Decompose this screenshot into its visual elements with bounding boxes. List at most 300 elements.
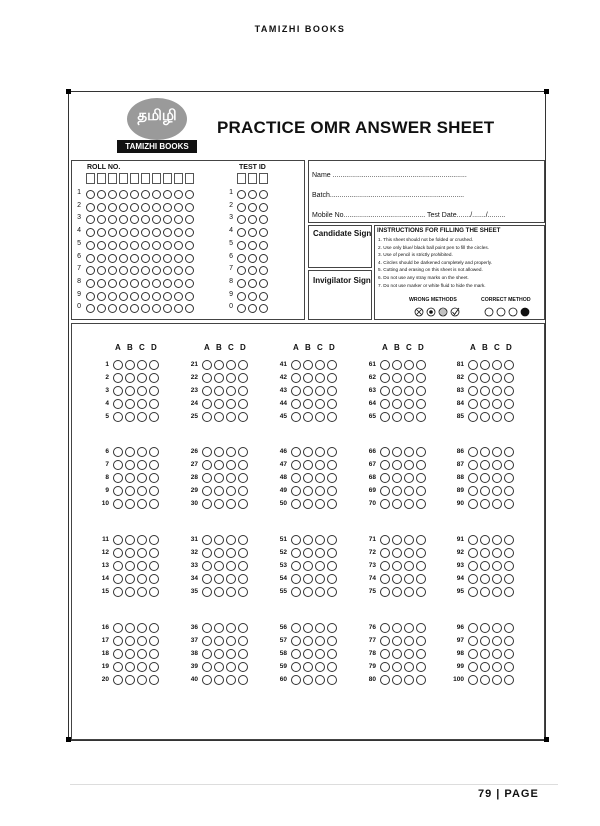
answer-bubble[interactable] xyxy=(149,574,159,584)
answer-bubble[interactable] xyxy=(125,447,135,457)
answer-bubble[interactable] xyxy=(238,386,248,396)
answer-bubble[interactable] xyxy=(137,486,147,496)
answer-bubble[interactable] xyxy=(480,574,490,584)
answer-bubble[interactable] xyxy=(327,386,337,396)
answer-bubble[interactable] xyxy=(468,548,478,558)
answer-bubble[interactable] xyxy=(504,623,514,633)
answer-bubble[interactable] xyxy=(315,649,325,659)
answer-bubble[interactable] xyxy=(492,499,502,509)
answer-bubble[interactable] xyxy=(202,636,212,646)
test-id-bubble[interactable] xyxy=(248,279,257,288)
answer-bubble[interactable] xyxy=(303,386,313,396)
answer-bubble[interactable] xyxy=(149,447,159,457)
answer-bubble[interactable] xyxy=(392,662,402,672)
roll-no-bubble[interactable] xyxy=(119,254,128,263)
answer-bubble[interactable] xyxy=(149,548,159,558)
answer-bubble[interactable] xyxy=(380,447,390,457)
answer-bubble[interactable] xyxy=(226,587,236,597)
roll-no-bubble[interactable] xyxy=(163,203,172,212)
answer-bubble[interactable] xyxy=(327,662,337,672)
answer-bubble[interactable] xyxy=(315,360,325,370)
answer-bubble[interactable] xyxy=(315,460,325,470)
answer-bubble[interactable] xyxy=(404,675,414,685)
answer-bubble[interactable] xyxy=(149,649,159,659)
roll-no-bubble[interactable] xyxy=(130,254,139,263)
answer-bubble[interactable] xyxy=(404,548,414,558)
roll-no-bubble[interactable] xyxy=(185,203,194,212)
answer-bubble[interactable] xyxy=(480,360,490,370)
answer-bubble[interactable] xyxy=(504,574,514,584)
answer-bubble[interactable] xyxy=(137,587,147,597)
answer-bubble[interactable] xyxy=(291,499,301,509)
answer-bubble[interactable] xyxy=(238,373,248,383)
answer-bubble[interactable] xyxy=(214,623,224,633)
answer-bubble[interactable] xyxy=(327,675,337,685)
answer-bubble[interactable] xyxy=(327,548,337,558)
roll-no-bubble[interactable] xyxy=(108,254,117,263)
answer-bubble[interactable] xyxy=(392,649,402,659)
answer-bubble[interactable] xyxy=(137,386,147,396)
answer-bubble[interactable] xyxy=(238,499,248,509)
answer-bubble[interactable] xyxy=(504,460,514,470)
answer-bubble[interactable] xyxy=(214,473,224,483)
answer-bubble[interactable] xyxy=(380,548,390,558)
answer-bubble[interactable] xyxy=(149,675,159,685)
answer-bubble[interactable] xyxy=(392,535,402,545)
answer-bubble[interactable] xyxy=(238,561,248,571)
answer-bubble[interactable] xyxy=(492,587,502,597)
test-id-bubble[interactable] xyxy=(259,292,268,301)
roll-no-bubble[interactable] xyxy=(119,241,128,250)
answer-bubble[interactable] xyxy=(137,636,147,646)
answer-bubble[interactable] xyxy=(480,447,490,457)
answer-bubble[interactable] xyxy=(416,486,426,496)
roll-no-bubble[interactable] xyxy=(174,279,183,288)
answer-bubble[interactable] xyxy=(137,447,147,457)
test-id-bubble[interactable] xyxy=(248,190,257,199)
answer-bubble[interactable] xyxy=(125,561,135,571)
answer-bubble[interactable] xyxy=(214,649,224,659)
answer-bubble[interactable] xyxy=(480,386,490,396)
roll-no-bubble[interactable] xyxy=(174,203,183,212)
test-id-bubble[interactable] xyxy=(237,203,246,212)
answer-bubble[interactable] xyxy=(202,386,212,396)
answer-bubble[interactable] xyxy=(125,473,135,483)
answer-bubble[interactable] xyxy=(380,587,390,597)
answer-bubble[interactable] xyxy=(315,535,325,545)
answer-bubble[interactable] xyxy=(303,574,313,584)
answer-bubble[interactable] xyxy=(380,574,390,584)
answer-bubble[interactable] xyxy=(291,486,301,496)
answer-bubble[interactable] xyxy=(238,360,248,370)
answer-bubble[interactable] xyxy=(504,636,514,646)
answer-bubble[interactable] xyxy=(238,574,248,584)
answer-bubble[interactable] xyxy=(202,535,212,545)
answer-bubble[interactable] xyxy=(137,460,147,470)
answer-bubble[interactable] xyxy=(404,373,414,383)
answer-bubble[interactable] xyxy=(504,649,514,659)
answer-bubble[interactable] xyxy=(238,473,248,483)
answer-bubble[interactable] xyxy=(504,675,514,685)
answer-bubble[interactable] xyxy=(504,587,514,597)
answer-bubble[interactable] xyxy=(492,460,502,470)
answer-bubble[interactable] xyxy=(137,623,147,633)
answer-bubble[interactable] xyxy=(392,574,402,584)
answer-bubble[interactable] xyxy=(125,399,135,409)
answer-bubble[interactable] xyxy=(238,460,248,470)
answer-bubble[interactable] xyxy=(504,360,514,370)
answer-bubble[interactable] xyxy=(149,412,159,422)
roll-no-bubble[interactable] xyxy=(119,190,128,199)
answer-bubble[interactable] xyxy=(327,587,337,597)
answer-bubble[interactable] xyxy=(392,360,402,370)
answer-bubble[interactable] xyxy=(113,662,123,672)
answer-bubble[interactable] xyxy=(113,399,123,409)
answer-bubble[interactable] xyxy=(137,373,147,383)
answer-bubble[interactable] xyxy=(392,587,402,597)
answer-bubble[interactable] xyxy=(291,561,301,571)
test-id-bubble[interactable] xyxy=(259,254,268,263)
answer-bubble[interactable] xyxy=(327,623,337,633)
answer-bubble[interactable] xyxy=(125,623,135,633)
answer-bubble[interactable] xyxy=(480,373,490,383)
answer-bubble[interactable] xyxy=(149,561,159,571)
answer-bubble[interactable] xyxy=(315,499,325,509)
answer-bubble[interactable] xyxy=(125,373,135,383)
roll-no-bubble[interactable] xyxy=(108,203,117,212)
answer-bubble[interactable] xyxy=(327,649,337,659)
answer-bubble[interactable] xyxy=(468,386,478,396)
answer-bubble[interactable] xyxy=(468,623,478,633)
roll-no-entry-box[interactable] xyxy=(141,173,150,184)
answer-bubble[interactable] xyxy=(504,473,514,483)
answer-bubble[interactable] xyxy=(303,499,313,509)
answer-bubble[interactable] xyxy=(137,675,147,685)
answer-bubble[interactable] xyxy=(327,473,337,483)
test-id-bubble[interactable] xyxy=(259,241,268,250)
answer-bubble[interactable] xyxy=(149,587,159,597)
answer-bubble[interactable] xyxy=(480,535,490,545)
answer-bubble[interactable] xyxy=(303,587,313,597)
answer-bubble[interactable] xyxy=(315,473,325,483)
answer-bubble[interactable] xyxy=(468,649,478,659)
answer-bubble[interactable] xyxy=(137,662,147,672)
answer-bubble[interactable] xyxy=(125,460,135,470)
answer-bubble[interactable] xyxy=(226,399,236,409)
answer-bubble[interactable] xyxy=(137,499,147,509)
answer-bubble[interactable] xyxy=(380,473,390,483)
answer-bubble[interactable] xyxy=(315,399,325,409)
roll-no-bubble[interactable] xyxy=(130,203,139,212)
answer-bubble[interactable] xyxy=(492,649,502,659)
test-id-bubble[interactable] xyxy=(259,203,268,212)
test-id-entry-box[interactable] xyxy=(237,173,246,184)
answer-bubble[interactable] xyxy=(149,636,159,646)
answer-bubble[interactable] xyxy=(113,535,123,545)
answer-bubble[interactable] xyxy=(327,636,337,646)
answer-bubble[interactable] xyxy=(480,460,490,470)
roll-no-bubble[interactable] xyxy=(86,254,95,263)
answer-bubble[interactable] xyxy=(492,399,502,409)
answer-bubble[interactable] xyxy=(113,649,123,659)
answer-bubble[interactable] xyxy=(202,649,212,659)
answer-bubble[interactable] xyxy=(214,399,224,409)
answer-bubble[interactable] xyxy=(226,561,236,571)
answer-bubble[interactable] xyxy=(416,499,426,509)
answer-bubble[interactable] xyxy=(480,412,490,422)
answer-bubble[interactable] xyxy=(392,473,402,483)
answer-bubble[interactable] xyxy=(392,373,402,383)
answer-bubble[interactable] xyxy=(380,412,390,422)
roll-no-bubble[interactable] xyxy=(141,254,150,263)
answer-bubble[interactable] xyxy=(226,460,236,470)
roll-no-bubble[interactable] xyxy=(108,279,117,288)
test-id-bubble[interactable] xyxy=(237,241,246,250)
answer-bubble[interactable] xyxy=(327,399,337,409)
answer-bubble[interactable] xyxy=(125,360,135,370)
roll-no-bubble[interactable] xyxy=(152,292,161,301)
answer-bubble[interactable] xyxy=(202,360,212,370)
roll-no-entry-box[interactable] xyxy=(130,173,139,184)
answer-bubble[interactable] xyxy=(315,636,325,646)
answer-bubble[interactable] xyxy=(480,623,490,633)
answer-bubble[interactable] xyxy=(315,675,325,685)
answer-bubble[interactable] xyxy=(315,587,325,597)
answer-bubble[interactable] xyxy=(303,399,313,409)
name-field[interactable]: Name ..................................................................... xyxy=(312,172,467,179)
answer-bubble[interactable] xyxy=(380,499,390,509)
answer-bubble[interactable] xyxy=(291,649,301,659)
answer-bubble[interactable] xyxy=(480,587,490,597)
answer-bubble[interactable] xyxy=(492,548,502,558)
answer-bubble[interactable] xyxy=(226,499,236,509)
answer-bubble[interactable] xyxy=(291,447,301,457)
roll-no-bubble[interactable] xyxy=(163,279,172,288)
answer-bubble[interactable] xyxy=(404,561,414,571)
roll-no-bubble[interactable] xyxy=(185,241,194,250)
answer-bubble[interactable] xyxy=(380,373,390,383)
answer-bubble[interactable] xyxy=(327,412,337,422)
answer-bubble[interactable] xyxy=(468,360,478,370)
roll-no-entry-box[interactable] xyxy=(174,173,183,184)
answer-bubble[interactable] xyxy=(303,473,313,483)
answer-bubble[interactable] xyxy=(149,386,159,396)
answer-bubble[interactable] xyxy=(214,535,224,545)
answer-bubble[interactable] xyxy=(238,548,248,558)
answer-bubble[interactable] xyxy=(303,486,313,496)
answer-bubble[interactable] xyxy=(492,473,502,483)
answer-bubble[interactable] xyxy=(416,386,426,396)
answer-bubble[interactable] xyxy=(291,535,301,545)
answer-bubble[interactable] xyxy=(226,675,236,685)
answer-bubble[interactable] xyxy=(291,636,301,646)
answer-bubble[interactable] xyxy=(416,460,426,470)
answer-bubble[interactable] xyxy=(214,486,224,496)
answer-bubble[interactable] xyxy=(125,574,135,584)
answer-bubble[interactable] xyxy=(480,486,490,496)
answer-bubble[interactable] xyxy=(291,412,301,422)
answer-bubble[interactable] xyxy=(291,662,301,672)
test-id-bubble[interactable] xyxy=(248,292,257,301)
answer-bubble[interactable] xyxy=(404,399,414,409)
answer-bubble[interactable] xyxy=(392,399,402,409)
answer-bubble[interactable] xyxy=(392,636,402,646)
roll-no-bubble[interactable] xyxy=(119,203,128,212)
answer-bubble[interactable] xyxy=(125,412,135,422)
answer-bubble[interactable] xyxy=(125,662,135,672)
test-id-bubble[interactable] xyxy=(237,190,246,199)
answer-bubble[interactable] xyxy=(468,486,478,496)
answer-bubble[interactable] xyxy=(303,373,313,383)
mobile-field[interactable]: Mobile No.......................................... Test Date......./......./......... xyxy=(312,212,506,219)
answer-bubble[interactable] xyxy=(416,412,426,422)
roll-no-bubble[interactable] xyxy=(152,190,161,199)
answer-bubble[interactable] xyxy=(392,447,402,457)
answer-bubble[interactable] xyxy=(380,636,390,646)
answer-bubble[interactable] xyxy=(113,636,123,646)
answer-bubble[interactable] xyxy=(238,623,248,633)
answer-bubble[interactable] xyxy=(113,548,123,558)
answer-bubble[interactable] xyxy=(214,373,224,383)
roll-no-bubble[interactable] xyxy=(130,292,139,301)
answer-bubble[interactable] xyxy=(291,473,301,483)
answer-bubble[interactable] xyxy=(392,623,402,633)
answer-bubble[interactable] xyxy=(468,662,478,672)
test-id-bubble[interactable] xyxy=(248,254,257,263)
roll-no-entry-box[interactable] xyxy=(163,173,172,184)
answer-bubble[interactable] xyxy=(492,412,502,422)
answer-bubble[interactable] xyxy=(214,636,224,646)
answer-bubble[interactable] xyxy=(202,447,212,457)
answer-bubble[interactable] xyxy=(416,662,426,672)
answer-bubble[interactable] xyxy=(468,574,478,584)
answer-bubble[interactable] xyxy=(315,662,325,672)
answer-bubble[interactable] xyxy=(404,587,414,597)
answer-bubble[interactable] xyxy=(303,675,313,685)
answer-bubble[interactable] xyxy=(226,649,236,659)
roll-no-entry-box[interactable] xyxy=(86,173,95,184)
answer-bubble[interactable] xyxy=(113,623,123,633)
roll-no-bubble[interactable] xyxy=(174,190,183,199)
answer-bubble[interactable] xyxy=(380,486,390,496)
answer-bubble[interactable] xyxy=(202,574,212,584)
answer-bubble[interactable] xyxy=(303,662,313,672)
answer-bubble[interactable] xyxy=(226,662,236,672)
answer-bubble[interactable] xyxy=(480,662,490,672)
answer-bubble[interactable] xyxy=(202,412,212,422)
answer-bubble[interactable] xyxy=(226,486,236,496)
answer-bubble[interactable] xyxy=(113,587,123,597)
answer-bubble[interactable] xyxy=(202,499,212,509)
answer-bubble[interactable] xyxy=(504,499,514,509)
answer-bubble[interactable] xyxy=(416,675,426,685)
answer-bubble[interactable] xyxy=(380,649,390,659)
answer-bubble[interactable] xyxy=(125,636,135,646)
answer-bubble[interactable] xyxy=(125,587,135,597)
answer-bubble[interactable] xyxy=(404,623,414,633)
answer-bubble[interactable] xyxy=(404,460,414,470)
answer-bubble[interactable] xyxy=(492,561,502,571)
roll-no-bubble[interactable] xyxy=(86,292,95,301)
roll-no-bubble[interactable] xyxy=(163,292,172,301)
answer-bubble[interactable] xyxy=(202,662,212,672)
answer-bubble[interactable] xyxy=(468,412,478,422)
answer-bubble[interactable] xyxy=(291,548,301,558)
answer-bubble[interactable] xyxy=(492,447,502,457)
roll-no-bubble[interactable] xyxy=(163,190,172,199)
answer-bubble[interactable] xyxy=(480,548,490,558)
answer-bubble[interactable] xyxy=(380,360,390,370)
answer-bubble[interactable] xyxy=(113,499,123,509)
answer-bubble[interactable] xyxy=(480,499,490,509)
roll-no-bubble[interactable] xyxy=(130,279,139,288)
answer-bubble[interactable] xyxy=(226,473,236,483)
roll-no-bubble[interactable] xyxy=(152,254,161,263)
answer-bubble[interactable] xyxy=(380,399,390,409)
answer-bubble[interactable] xyxy=(468,587,478,597)
answer-bubble[interactable] xyxy=(291,373,301,383)
answer-bubble[interactable] xyxy=(380,662,390,672)
answer-bubble[interactable] xyxy=(137,473,147,483)
answer-bubble[interactable] xyxy=(404,636,414,646)
answer-bubble[interactable] xyxy=(226,447,236,457)
answer-bubble[interactable] xyxy=(404,486,414,496)
answer-bubble[interactable] xyxy=(303,548,313,558)
answer-bubble[interactable] xyxy=(327,574,337,584)
answer-bubble[interactable] xyxy=(214,412,224,422)
test-id-bubble[interactable] xyxy=(259,279,268,288)
answer-bubble[interactable] xyxy=(492,386,502,396)
roll-no-bubble[interactable] xyxy=(119,292,128,301)
roll-no-bubble[interactable] xyxy=(97,279,106,288)
answer-bubble[interactable] xyxy=(327,561,337,571)
roll-no-bubble[interactable] xyxy=(141,203,150,212)
answer-bubble[interactable] xyxy=(125,499,135,509)
answer-bubble[interactable] xyxy=(303,636,313,646)
roll-no-entry-box[interactable] xyxy=(185,173,194,184)
answer-bubble[interactable] xyxy=(291,574,301,584)
roll-no-bubble[interactable] xyxy=(152,241,161,250)
roll-no-bubble[interactable] xyxy=(141,292,150,301)
answer-bubble[interactable] xyxy=(404,649,414,659)
answer-bubble[interactable] xyxy=(125,548,135,558)
answer-bubble[interactable] xyxy=(214,386,224,396)
answer-bubble[interactable] xyxy=(416,473,426,483)
answer-bubble[interactable] xyxy=(214,561,224,571)
answer-bubble[interactable] xyxy=(315,412,325,422)
answer-bubble[interactable] xyxy=(226,623,236,633)
answer-bubble[interactable] xyxy=(327,486,337,496)
answer-bubble[interactable] xyxy=(327,373,337,383)
answer-bubble[interactable] xyxy=(238,649,248,659)
roll-no-entry-box[interactable] xyxy=(97,173,106,184)
roll-no-bubble[interactable] xyxy=(108,241,117,250)
answer-bubble[interactable] xyxy=(492,360,502,370)
answer-bubble[interactable] xyxy=(380,623,390,633)
answer-bubble[interactable] xyxy=(291,360,301,370)
answer-bubble[interactable] xyxy=(238,535,248,545)
answer-bubble[interactable] xyxy=(214,587,224,597)
answer-bubble[interactable] xyxy=(202,460,212,470)
answer-bubble[interactable] xyxy=(404,574,414,584)
roll-no-entry-box[interactable] xyxy=(108,173,117,184)
answer-bubble[interactable] xyxy=(468,460,478,470)
answer-bubble[interactable] xyxy=(492,373,502,383)
answer-bubble[interactable] xyxy=(214,499,224,509)
answer-bubble[interactable] xyxy=(125,486,135,496)
answer-bubble[interactable] xyxy=(149,499,159,509)
answer-bubble[interactable] xyxy=(202,486,212,496)
